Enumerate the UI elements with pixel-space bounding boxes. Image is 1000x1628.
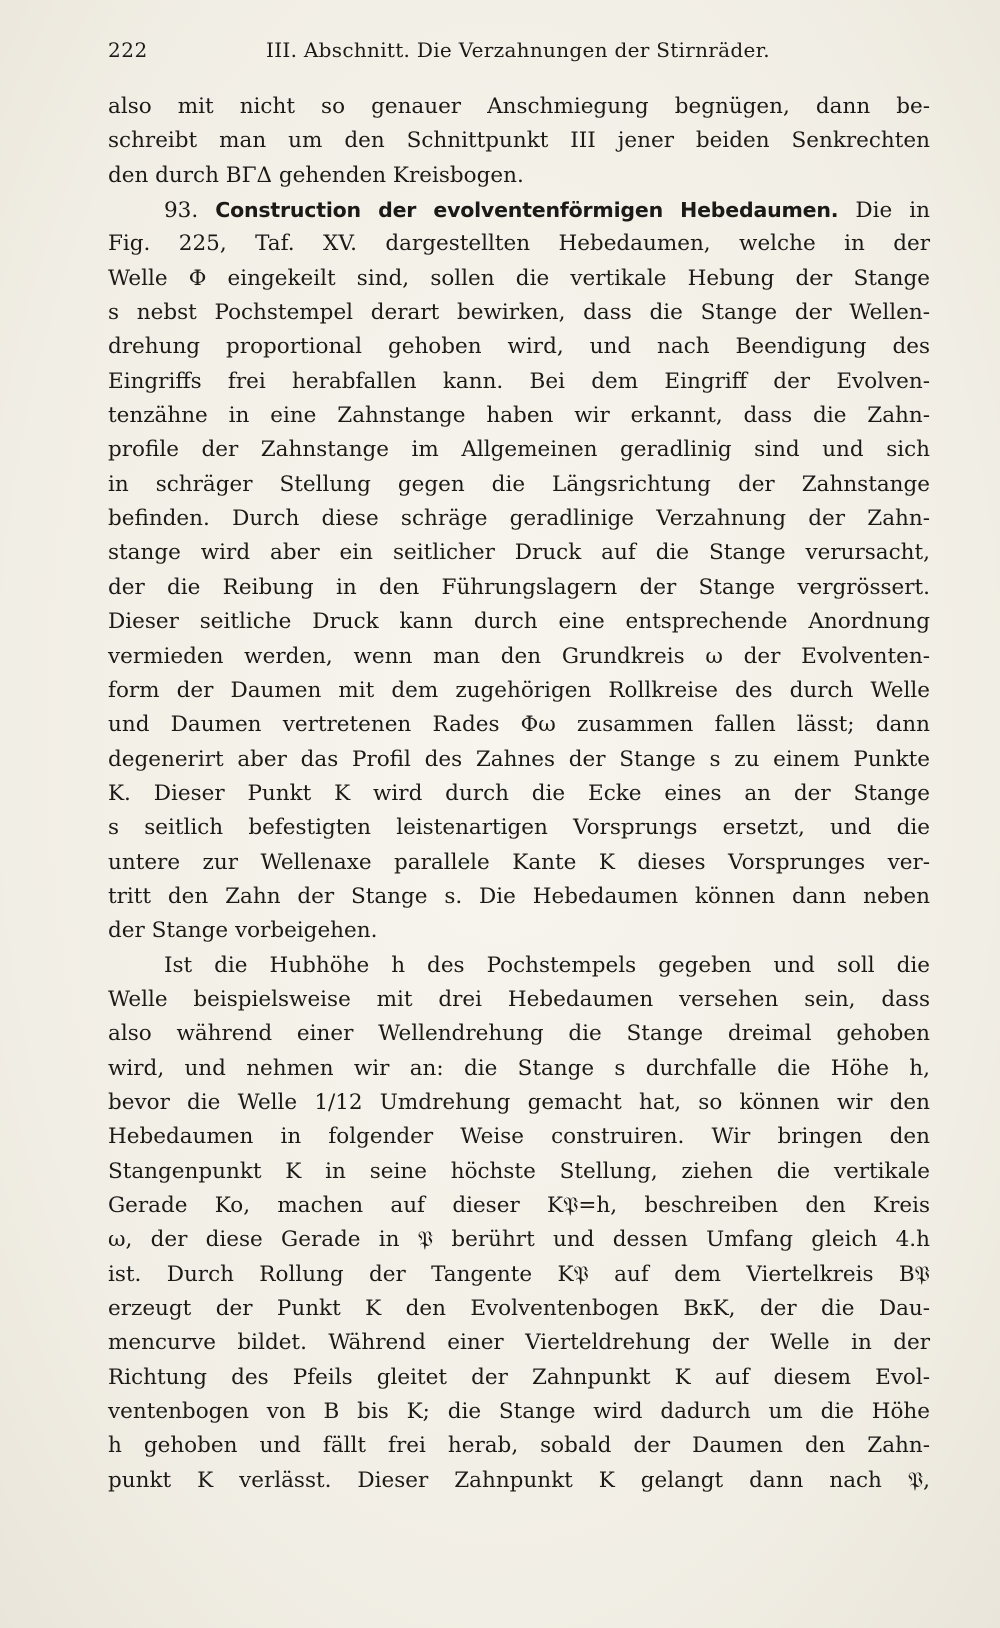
text-line: tenzähne in eine Zahnstange haben wir erkannt, dass die Zahn- (108, 403, 930, 429)
section-title: III. Abschnitt. Die Verzahnungen der Stirnräder. (266, 38, 770, 62)
text-line: Eingriffs frei herabfallen kann. Bei dem Eingriff der Evolven- (108, 368, 930, 394)
line-text: Die in (838, 198, 931, 224)
text-line: s nebst Pochstempel derart bewirken, dass die Stange der Wellen- (108, 300, 930, 326)
text-line: s seitlich befestigten leistenartigen Vorsprungs ersetzt, und die (108, 815, 930, 841)
text-line: Fig. 225, Taf. XV. dargestellten Hebedaumen, welche in der (108, 231, 930, 257)
page-number: 222 (108, 38, 148, 62)
text-line: Hebedaumen in folgender Weise construiren. Wir bringen den (108, 1124, 930, 1150)
text-line: der Stange vorbeigehen. (108, 918, 378, 944)
text-line: degenerirt aber das Profil des Zahnes der Stange s zu einem Punkte (108, 746, 930, 772)
text-line: ist. Durch Rollung der Tangente K𝔓 auf dem Viertelkreis B𝔓 (108, 1261, 930, 1287)
text-line: der die Reibung in den Führungslagern der Stange vergrössert. (108, 574, 930, 600)
text-line: K. Dieser Punkt K wird durch die Ecke eines an der Stange (108, 780, 930, 806)
text-line: tritt den Zahn der Stange s. Die Hebedaumen können dann neben (108, 883, 930, 909)
text-line: also während einer Wellendrehung die Stange dreimal gehoben (108, 1021, 930, 1047)
text-line: Ist die Hubhöhe h des Pochstempels gegeben und soll die (164, 952, 930, 978)
text-line: Welle Φ eingekeilt sind, sollen die vertikale Hebung der Stange (108, 265, 930, 291)
text-line: form der Daumen mit dem zugehörigen Rollkreise des durch Welle (108, 677, 930, 703)
text-line: Dieser seitliche Druck kann durch eine entsprechende Anordnung (108, 609, 930, 635)
text-line: ω, der diese Gerade in 𝔓 berührt und dessen Umfang gleich 4.h (108, 1227, 930, 1253)
section-heading: Construction der evolventenförmigen Hebedaumen. (215, 198, 839, 223)
text-line: untere zur Wellenaxe parallele Kante K dieses Vorsprunges ver- (108, 849, 930, 875)
text-line: profile der Zahnstange im Allgemeinen geradlinig sind und sich (108, 437, 930, 463)
text-line: ventenbogen von B bis K; die Stange wird dadurch um die Höhe (108, 1399, 930, 1425)
text-line: stange wird aber ein seitlicher Druck auf die Stange verursacht, (108, 540, 930, 566)
text-line: mencurve bildet. Während einer Vierteldrehung der Welle in der (108, 1330, 930, 1356)
text-line: schreibt man um den Schnittpunkt III jener beiden Senkrechten (108, 128, 930, 154)
text-line: wird, und nehmen wir an: die Stange s durchfalle die Höhe h, (108, 1055, 930, 1081)
text-line: Stangenpunkt K in seine höchste Stellung, ziehen die vertikale (108, 1158, 930, 1184)
text-line: bevor die Welle 1/12 Umdrehung gemacht hat, so können wir den (108, 1089, 930, 1115)
text-line: und Daumen vertretenen Rades Φω zusammen fallen lässt; dann (108, 712, 930, 738)
text-line: also mit nicht so genauer Anschmiegung begnügen, dann be- (108, 94, 930, 119)
text-line: Richtung des Pfeils gleitet der Zahnpunkt K auf diesem Evol- (108, 1364, 930, 1390)
running-head (108, 38, 928, 68)
text-line: Gerade Ko, machen auf dieser K𝔓=h, beschreiben den Kreis (108, 1193, 930, 1218)
body-text (108, 90, 930, 1498)
text-line: vermieden werden, wenn man den Grundkreis ω der Evolventen- (108, 643, 930, 669)
text-line: befinden. Durch diese schräge geradlinige Verzahnung der Zahn- (108, 506, 930, 532)
text-line: punkt K verlässt. Dieser Zahnpunkt K gelangt dann nach 𝔓, (108, 1467, 930, 1493)
text-line: in schräger Stellung gegen die Längsrichtung der Zahnstange (108, 471, 930, 497)
text-line (108, 193, 930, 227)
text-line: Welle beispielsweise mit drei Hebedaumen versehen sein, dass (108, 986, 930, 1012)
text-line: den durch BΓΔ gehenden Kreisbogen. (108, 162, 524, 188)
text-line: h gehoben und fällt frei herab, sobald der Daumen den Zahn- (108, 1433, 930, 1459)
text-line: drehung proportional gehoben wird, und nach Beendigung des (108, 334, 930, 360)
section-number: 93. (164, 198, 216, 224)
text-line: erzeugt der Punkt K den Evolventenbogen BκK, der die Dau- (108, 1296, 930, 1322)
